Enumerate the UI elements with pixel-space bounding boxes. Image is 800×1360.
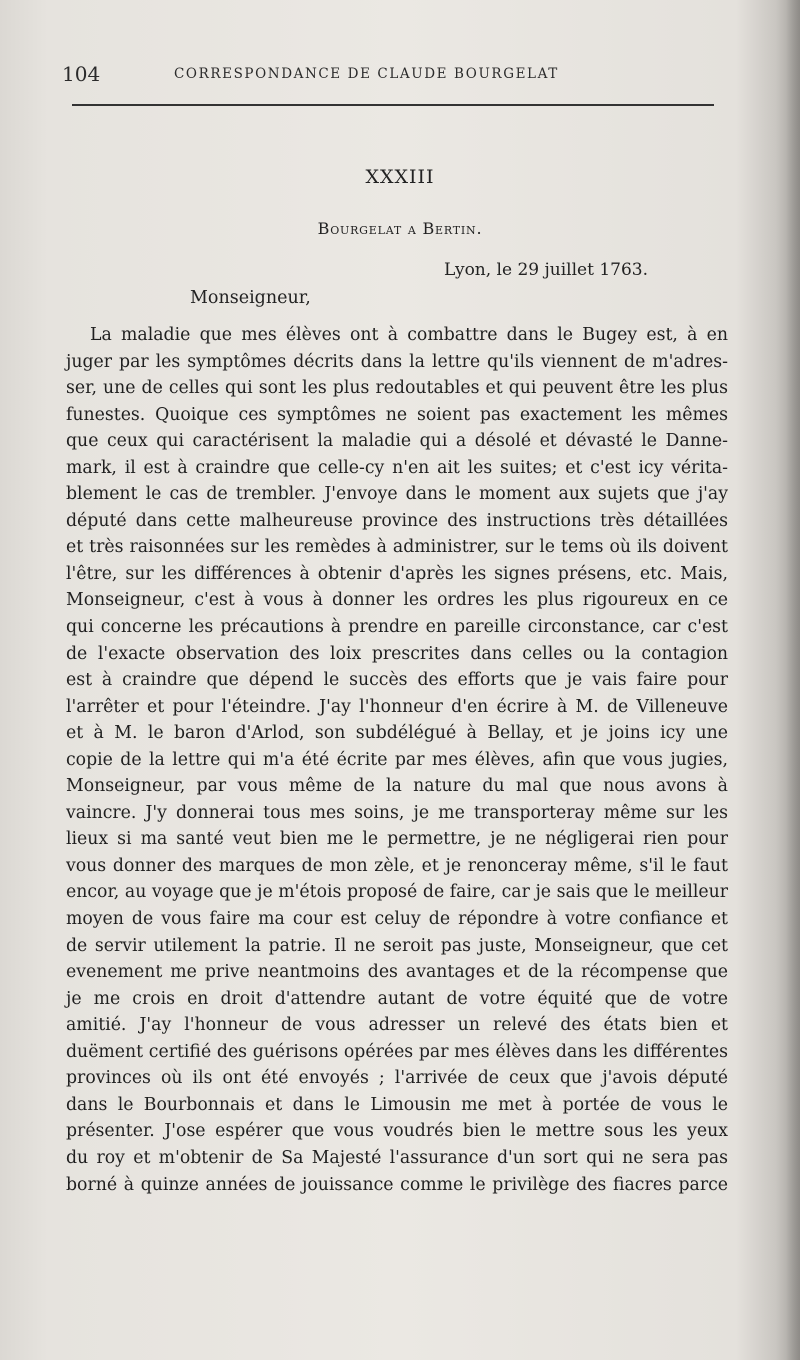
body-line: copie de la lettre qui m'a été écrite par mes élèves, afin que vous jugies, xyxy=(66,749,728,770)
body-line: vaincre. J'y donnerai tous mes soins, je me transporteray même sur les xyxy=(66,802,728,823)
page-number: 104 xyxy=(62,62,101,86)
body-line: Monseigneur, c'est à vous à donner les ordres les plus rigoureux en ce xyxy=(66,590,728,611)
body-line: amitié. J'ay l'honneur de vous adresser un relevé des états bien et xyxy=(66,1015,728,1036)
letter-number: XXXIII xyxy=(365,166,435,188)
body-line: evenement me prive neantmoins des avantages et de la récompense que xyxy=(66,962,728,983)
body-line: mark, il est à craindre que celle-cy n'en ait les suites; et c'est icy vérita- xyxy=(66,457,728,478)
page-header xyxy=(62,58,722,98)
body-line: La maladie que mes élèves ont à combattre dans le Bugey est, à en xyxy=(90,325,728,345)
body-line: du roy et m'obtenir de Sa Majesté l'assurance d'un sort qui ne sera pas xyxy=(66,1147,728,1168)
salutation: Monseigneur, xyxy=(190,288,311,308)
body-line: provinces où ils ont été envoyés ; l'arrivée de ceux que j'avois député xyxy=(66,1068,728,1089)
letter-heading: Bourgelat a Bertin. xyxy=(317,219,483,238)
body-line: l'arrêter et pour l'éteindre. J'ay l'honneur d'en écrire à M. de Villeneuve xyxy=(66,696,728,717)
body-line: de l'exacte observation des loix prescrites dans celles ou la contagion xyxy=(66,643,728,664)
body-line: juger par les symptômes décrits dans la lettre qu'ils viennent de m'adres- xyxy=(66,351,728,372)
body-line: et à M. le baron d'Arlod, son subdélégué à Bellay, et je joins icy une xyxy=(66,723,728,744)
body-line: Monseigneur, par vous même de la nature du mal que nous avons à xyxy=(66,776,728,797)
page-edge-shadow xyxy=(786,0,800,1360)
body-line: blement le cas de trembler. J'envoye dans le moment aux sujets que j'ay xyxy=(66,484,728,505)
body-line: lieux si ma santé veut bien me le permettre, je ne négligerai rien pour xyxy=(66,829,728,850)
dateline: Lyon, le 29 juillet 1763. xyxy=(443,260,648,280)
body-line: borné à quinze années de jouissance comme le privilège des fiacres parce xyxy=(66,1174,728,1195)
body-line: est à craindre que dépend le succès des efforts que je vais faire pour xyxy=(66,670,728,691)
body-line: moyen de vous faire ma cour est celuy de répondre à votre confiance et xyxy=(66,909,728,930)
body-line: présenter. J'ose espérer que vous voudrés bien le mettre sous les yeux xyxy=(66,1121,728,1142)
letter-body xyxy=(66,322,728,1198)
running-title: CORRESPONDANCE DE CLAUDE BOURGELAT xyxy=(174,66,559,82)
body-line: duëment certifié des guérisons opérées par mes élèves dans les différentes xyxy=(66,1041,728,1062)
body-line: et très raisonnées sur les remèdes à administrer, sur le tems où ils doivent xyxy=(66,537,728,558)
body-line: député dans cette malheureuse province des instructions très détaillées xyxy=(66,510,728,531)
body-line: ser, une de celles qui sont les plus redoutables et qui peuvent être les plus xyxy=(66,378,728,399)
body-line: funestes. Quoique ces symptômes ne soient pas exactement les mêmes xyxy=(66,404,728,425)
body-line: qui concerne les précautions à prendre en pareille circonstance, car c'est xyxy=(66,617,728,638)
body-line: encor, au voyage que je m'étois proposé de faire, car je sais que le meilleur xyxy=(66,882,728,903)
header-rule xyxy=(72,104,714,106)
body-line: de servir utilement la patrie. Il ne seroit pas juste, Monseigneur, que cet xyxy=(66,935,728,956)
body-line: que ceux qui caractérisent la maladie qui a désolé et dévasté le Danne- xyxy=(66,431,728,452)
body-line: l'être, sur les différences à obtenir d'après les signes présens, etc. Mais, xyxy=(66,563,728,584)
body-line: dans le Bourbonnais et dans le Limousin me met à portée de vous le xyxy=(66,1094,728,1115)
body-line: vous donner des marques de mon zèle, et je renonceray même, s'il le faut xyxy=(66,855,728,876)
body-line: je me crois en droit d'attendre autant de votre équité que de votre xyxy=(66,988,728,1009)
